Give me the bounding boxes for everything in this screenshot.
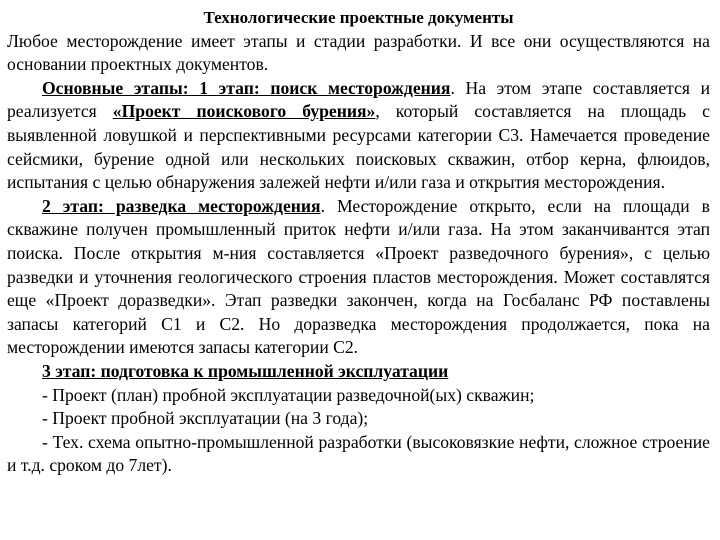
stage1-heading: Основные этапы: 1 этап: поиск месторождения — [42, 77, 451, 98]
stage2-heading: 2 этап: разведка месторождения — [42, 195, 321, 216]
document-page — [7, 6, 710, 478]
stage1-text-b: , который составляется на площадь с выявленной ловушкой и перспективными ресурсами категории С3. Намечается проведение сейсмики, бурение одной или нескольких поисковых скважин, отбор керна, флюидов, испытания с целью обнаружения залежей нефти и/или газа и открытия месторождения. — [7, 101, 710, 193]
stage3-list-item: - Проект (план) пробной эксплуатации разведочной(ых) скважин; — [42, 384, 535, 405]
stage1-doc-name: «Проект поискового бурения» — [112, 101, 376, 122]
document-title: Технологические проектные документы — [203, 8, 514, 27]
stage3-list-item: - Проект пробной эксплуатации (на 3 года); — [42, 408, 369, 429]
stage3-list-item: - Тех. схема опытно-промышленной разработки (высоковязкие нефти, сложное строение и т.д. сроком до 7лет). — [7, 431, 710, 476]
stage2-paragraph — [7, 195, 710, 360]
stage2-text: . Месторождение открыто, если на площади в скважине получен промышленный приток нефти и/или газа. На этом заканчивантся этап поиска. После открытия м-ния составляется «Проект разведочного бурения», с целью разведки и уточнения геологического строения пластов месторождения. Может составлятся еще «Проект доразведки». Этап разведки закончен, когда на Госбаланс РФ поставлены запасы категорий С1 и С2. Но доразведка месторождения продолжается, пока на месторождении имеются запасы категории С2. — [7, 195, 710, 358]
intro-paragraph: Любое месторождение имеет этапы и стадии разработки. И все они осуществляются на основании проектных документов. — [7, 30, 710, 75]
stage3-heading-line — [7, 360, 710, 384]
stage3-heading: 3 этап: подготовка к промышленной эксплуатации — [42, 360, 449, 381]
stage1-text-a: . На этом этапе составляется и реализуется — [7, 77, 710, 122]
stage1-paragraph — [7, 77, 710, 195]
